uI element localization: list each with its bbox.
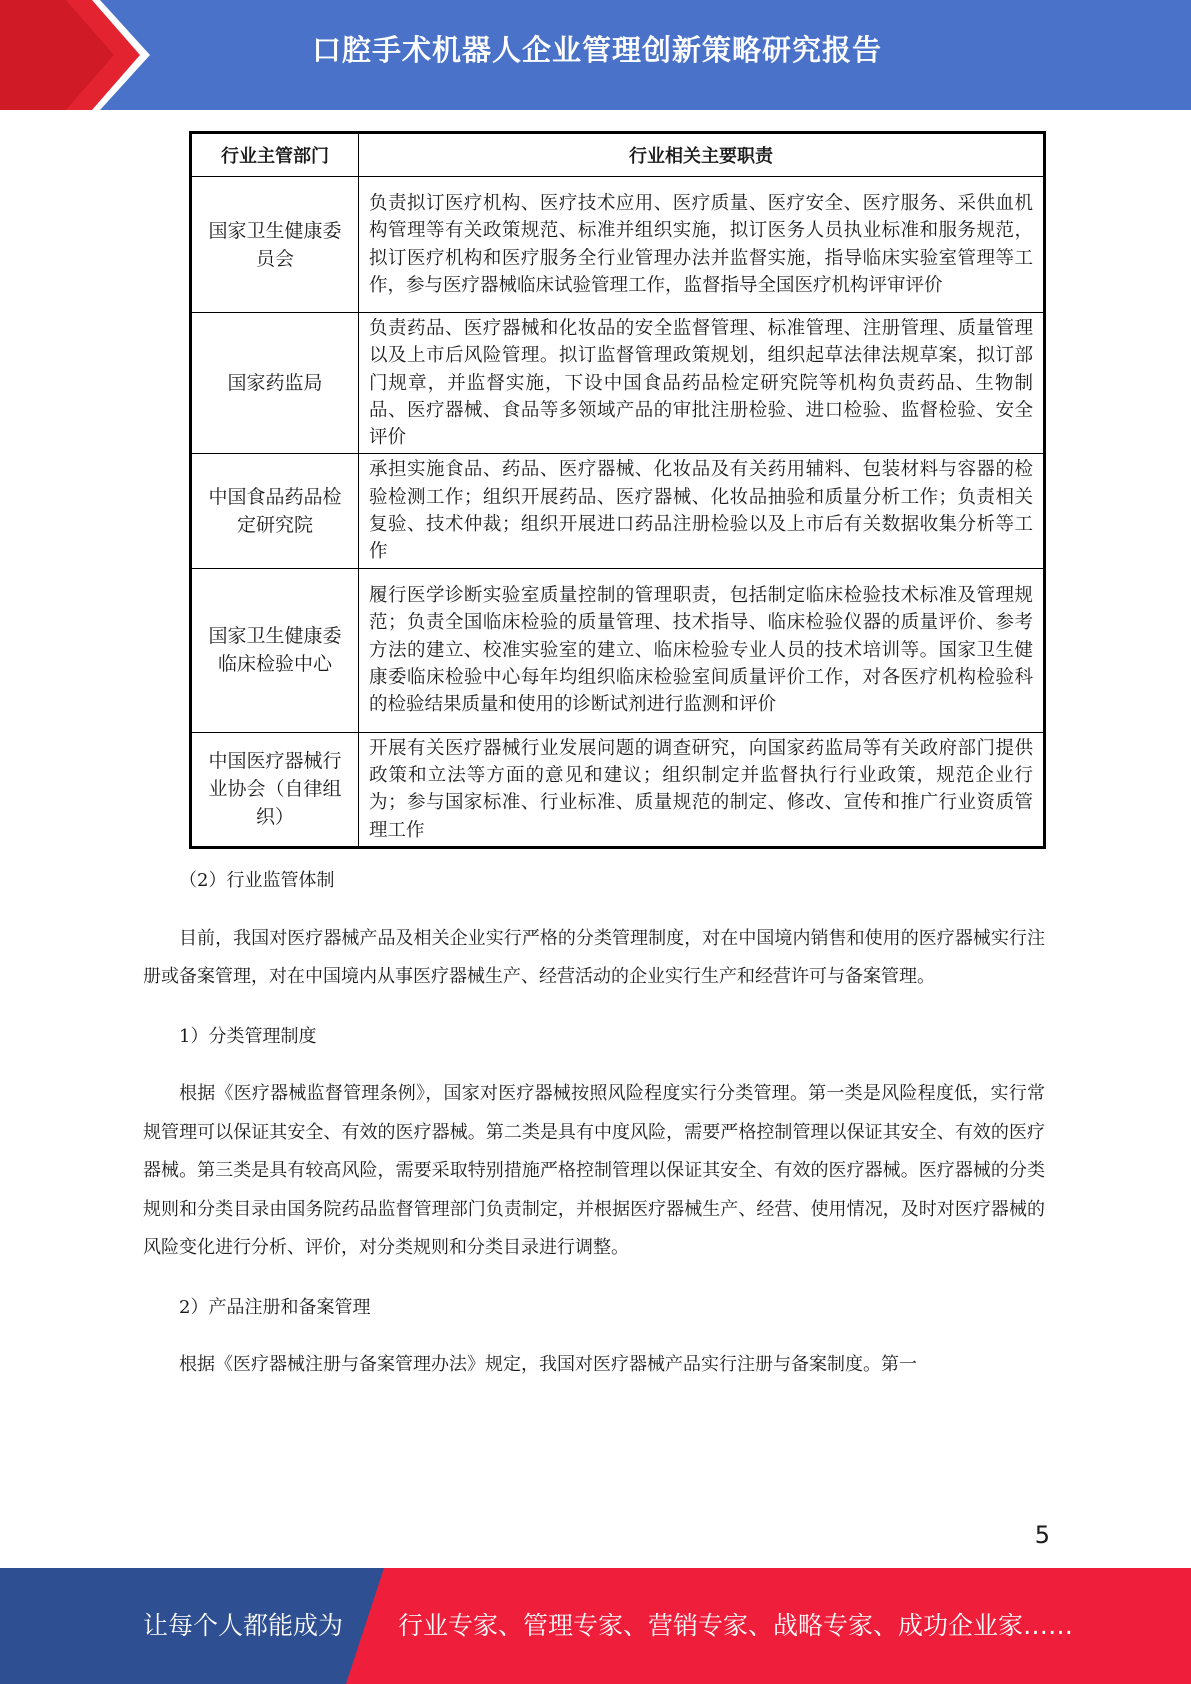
duty-cell: 负责拟订医疗机构、医疗技术应用、医疗质量、医疗安全、医疗服务、采供血机构管理等有关政策规范、标准并组织实施，拟订医务人员执业标准和服务规范，拟订医疗机构和医疗服务全行业管理办法并监督实施，指导临床实验室管理等工作，参与医疗器械临床试验管理工作，监督指导全国医疗机构评审评价 [359,177,1045,313]
body-paragraph: 根据《医疗器械注册与备案管理办法》规定，我国对医疗器械产品实行注册与备案制度。第一 [179,1354,917,1375]
department-name: 国家卫生健康委员会 [208,219,342,270]
duty-cell: 履行医学诊断实验室质量控制的管理职责，包括制定临床检验技术标准及管理规范；负责全国临床检验的质量管理、技术指导、临床检验仪器的质量评价、参考方法的建立、校准实验室的建立、临床检验专业人员的技术培训等。国家卫生健康委临床检验中心每年均组织临床检验室间质量评价工作，对各医疗机构检验科的检验结果质量和使用的诊断试剂进行监测和评价 [359,568,1045,732]
regulatory-authority-table [189,131,1046,849]
column-header-duties: 行业相关主要职责 [359,133,1045,177]
table-row [191,732,1045,847]
department-name: 中国食品药品检定研究院 [208,486,342,537]
footer-slogan-left: 让每个人都能成为 [143,1611,344,1640]
body-text [143,862,1045,1406]
header-chevron-icon [0,0,170,110]
department-cell [191,177,359,313]
table-row [191,568,1045,732]
report-title: 口腔手术机器人企业管理创新策略研究报告 [312,33,883,67]
section-subheading: 2）产品注册和备案管理 [179,1296,371,1318]
department-cell [191,732,359,847]
department-name: 国家药监局 [227,372,323,395]
footer-slogan-right: 行业专家、管理专家、营销专家、战略专家、成功企业家…… [398,1611,1074,1640]
table-row [191,313,1045,454]
duty-cell: 承担实施食品、药品、医疗器械、化妆品及有关药用辅料、包装材料与容器的检验检测工作；组织开展药品、医疗器械、化妆品抽验和质量分析工作；负责相关复验、技术仲裁；组织开展进口药品注册检验以及上市后有关数据收集分析等工作 [359,454,1045,568]
department-cell [191,313,359,454]
table-row [191,177,1045,313]
department-cell [191,454,359,568]
duty-cell: 负责药品、医疗器械和化妆品的安全监督管理、标准管理、注册管理、质量管理以及上市后风险管理。拟订监督管理政策规划，组织起草法律法规草案，拟订部门规章，并监督实施，下设中国食品药品检定研究院等机构负责药品、生物制品、医疗器械、食品等多领域产品的审批注册检验、进口检验、监督检验、安全评价 [359,313,1045,454]
section-subheading: （2）行业监管体制 [179,870,335,891]
body-paragraph: 目前，我国对医疗器械产品及相关企业实行严格的分类管理制度，对在中国境内销售和使用的医疗器械实行注册或备案管理，对在中国境内从事医疗器械生产、经营活动的企业实行生产和经营许可与备案管理。 [143,927,1045,987]
department-cell [191,568,359,732]
page-header [0,0,1191,110]
duty-cell: 开展有关医疗器械行业发展问题的调查研究，向国家药监局等有关政府部门提供政策和立法等方面的意见和建议；组织制定并监督执行行业政策，规范企业行为；参与国家标准、行业标准、质量规范的制定、修改、宣传和推广行业资质管理工作 [359,732,1045,847]
section-subheading: 1）分类管理制度 [179,1025,317,1047]
table-header-row [191,133,1045,177]
department-name: 国家卫生健康委临床检验中心 [208,625,342,676]
body-paragraph: 根据《医疗器械监督管理条例》，国家对医疗器械按照风险程度实行分类管理。第一类是风险程度低，实行常规管理可以保证其安全、有效的医疗器械。第二类是具有中度风险，需要严格控制管理以保证其安全、有效的医疗器械。第三类是具有较高风险，需要采取特别措施严格控制管理以保证其安全、有效的医疗器械。医疗器械的分类规则和分类目录由国务院药品监督管理部门负责制定，并根据医疗器械生产、经营、使用情况，及时对医疗器械的风险变化进行分析、评价，对分类规则和分类目录进行调整。 [143,1083,1045,1258]
table-row [191,454,1045,568]
page-footer [0,1568,1191,1684]
column-header-department: 行业主管部门 [191,133,359,177]
page-number: 5 [1034,1521,1050,1549]
department-name: 中国医疗器械行业协会（自律组织） [208,750,342,829]
